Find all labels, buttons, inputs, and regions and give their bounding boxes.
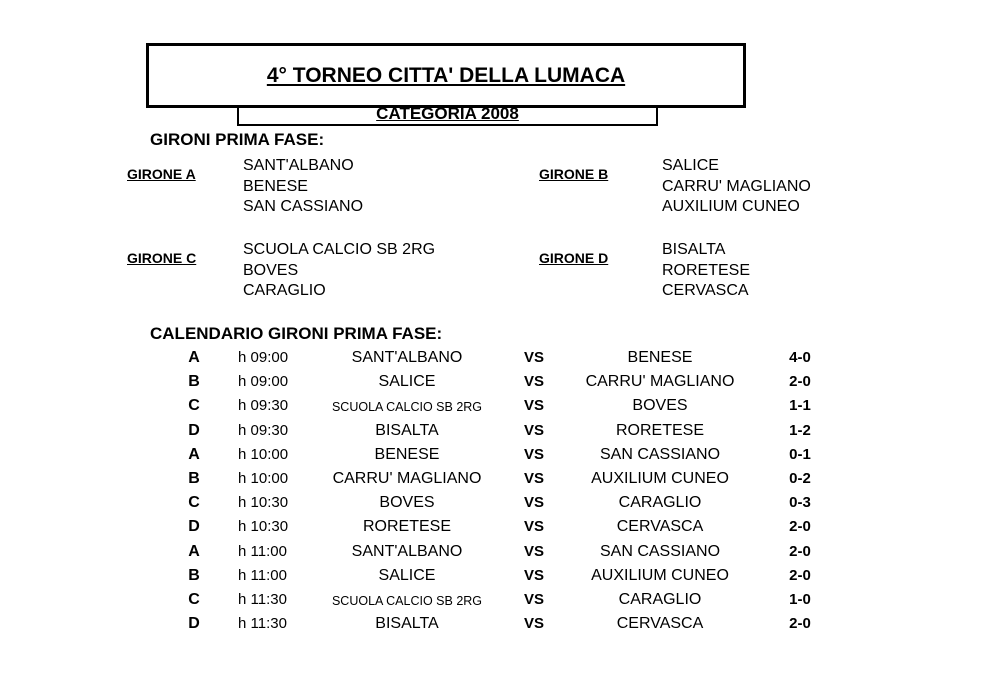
match-score: 2-0 — [789, 566, 811, 584]
match-row — [0, 470, 1000, 494]
group-label-c: GIRONE C — [127, 250, 197, 266]
team-name: CARAGLIO — [243, 282, 326, 299]
match-score: 2-0 — [789, 542, 811, 560]
category-box — [237, 105, 658, 126]
match-time: h 09:00 — [238, 349, 289, 366]
match-time: h 10:00 — [238, 445, 289, 463]
match-group: C — [188, 397, 200, 415]
group-d-team-list — [662, 240, 750, 302]
match-away-team: SAN CASSIANO — [599, 445, 721, 463]
match-row — [0, 494, 1000, 518]
match-group: A — [188, 445, 200, 463]
match-vs-label: VS — [523, 494, 544, 512]
match-group: D — [188, 421, 200, 439]
match-time: h 11:00 — [238, 566, 287, 584]
team-name: BOVES — [243, 261, 299, 279]
match-home-team: BISALTA — [375, 615, 439, 633]
match-away-team: RORETESE — [615, 421, 704, 439]
group-b-team-list — [662, 156, 811, 218]
match-row — [0, 349, 1000, 373]
schedule-heading: CALENDARIO GIRONI PRIMA FASE: — [150, 324, 443, 343]
match-home-team: SALICE — [378, 373, 436, 391]
team-name: SAN CASSIANO — [243, 198, 364, 215]
match-home-team: BISALTA — [375, 421, 439, 439]
match-group: D — [188, 518, 200, 536]
match-group: A — [188, 349, 200, 366]
match-row — [0, 446, 1000, 470]
match-away-team: CARRU' MAGLIANO — [585, 373, 735, 391]
match-score: 0-1 — [789, 445, 811, 463]
match-time: h 11:30 — [238, 615, 287, 633]
match-away-team: BENESE — [627, 349, 693, 366]
match-home-team: SCUOLA CALCIO SB 2RG — [331, 400, 483, 415]
match-vs-label: VS — [523, 615, 544, 633]
page-title: 4° TORNEO CITTA' DELLA LUMACA — [266, 64, 626, 87]
match-vs-label: VS — [523, 373, 544, 391]
match-vs-label: VS — [523, 349, 544, 366]
match-group: B — [188, 566, 200, 584]
match-vs-label: VS — [523, 470, 544, 487]
match-group: C — [188, 591, 200, 608]
match-away-team: BOVES — [632, 397, 688, 415]
match-group: A — [188, 542, 200, 560]
match-time: h 09:00 — [238, 373, 289, 391]
title-box — [146, 43, 746, 108]
match-row — [0, 591, 1000, 615]
match-row — [0, 373, 1000, 397]
team-name: SANT'ALBANO — [243, 157, 354, 174]
match-time: h 09:30 — [238, 397, 289, 415]
match-row — [0, 543, 1000, 567]
match-score: 2-0 — [789, 615, 811, 633]
match-time: h 10:00 — [238, 470, 289, 487]
match-home-team: SANT'ALBANO — [351, 349, 463, 366]
team-name: SCUOLA CALCIO SB 2RG — [243, 241, 436, 258]
match-time: h 10:30 — [238, 518, 289, 536]
team-name: BISALTA — [662, 241, 726, 258]
match-group: C — [188, 494, 200, 512]
match-group: B — [188, 470, 200, 487]
match-home-team: BOVES — [379, 494, 435, 512]
match-vs-label: VS — [523, 518, 544, 536]
match-score: 2-0 — [789, 518, 811, 536]
match-home-team: RORETESE — [362, 518, 451, 536]
group-label-a: GIRONE A — [127, 166, 196, 182]
match-score: 1-1 — [789, 397, 811, 415]
match-vs-label: VS — [523, 421, 544, 439]
match-row — [0, 422, 1000, 446]
match-away-team: CARAGLIO — [618, 591, 702, 608]
team-name: RORETESE — [662, 261, 751, 279]
match-group: B — [188, 373, 200, 391]
team-name: CARRU' MAGLIANO — [662, 177, 811, 195]
team-name: BENESE — [243, 177, 308, 195]
group-label-b: GIRONE B — [539, 166, 609, 182]
group-c-team-list — [243, 240, 435, 302]
match-vs-label: VS — [523, 397, 544, 415]
match-time: h 09:30 — [238, 421, 289, 439]
groups-heading: GIRONI PRIMA FASE: — [150, 130, 325, 149]
match-score: 4-0 — [789, 349, 811, 366]
match-vs-label: VS — [523, 445, 544, 463]
match-vs-label: VS — [523, 542, 544, 560]
match-time: h 11:00 — [238, 542, 287, 560]
match-time: h 10:30 — [238, 494, 289, 512]
match-home-team: SALICE — [378, 566, 436, 584]
group-a-team-list — [243, 156, 363, 218]
match-score: 0-3 — [789, 494, 811, 512]
match-away-team: CARAGLIO — [618, 494, 702, 512]
team-name: AUXILIUM CUNEO — [662, 198, 800, 215]
match-row — [0, 615, 1000, 639]
match-away-team: SAN CASSIANO — [599, 542, 721, 560]
match-away-team: AUXILIUM CUNEO — [591, 566, 729, 584]
match-score: 2-0 — [789, 373, 811, 391]
match-home-team: BENESE — [374, 445, 440, 463]
category-title: CATEGORIA 2008 — [376, 104, 519, 123]
match-group: D — [188, 615, 200, 633]
match-away-team: CERVASCA — [616, 518, 704, 536]
match-vs-label: VS — [523, 591, 544, 608]
match-home-team: SANT'ALBANO — [351, 542, 463, 560]
match-row — [0, 518, 1000, 542]
team-name: SALICE — [662, 157, 719, 174]
match-row — [0, 567, 1000, 591]
match-score: 0-2 — [789, 470, 811, 487]
match-score: 1-0 — [789, 591, 811, 608]
match-away-team: CERVASCA — [616, 615, 704, 633]
match-time: h 11:30 — [238, 591, 287, 608]
match-home-team: CARRU' MAGLIANO — [332, 470, 482, 487]
match-away-team: AUXILIUM CUNEO — [591, 470, 729, 487]
match-score: 1-2 — [789, 421, 811, 439]
match-vs-label: VS — [523, 566, 544, 584]
match-home-team: SCUOLA CALCIO SB 2RG — [331, 594, 483, 608]
team-name: CERVASCA — [662, 282, 749, 299]
match-row — [0, 397, 1000, 421]
group-label-d: GIRONE D — [539, 250, 609, 266]
